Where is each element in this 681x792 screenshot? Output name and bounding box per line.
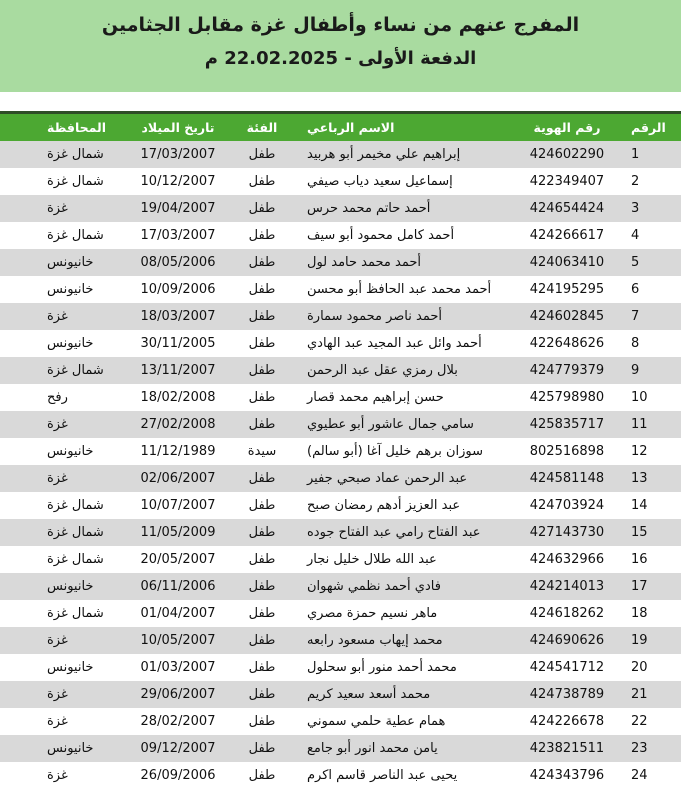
cell-full-name: سوزان برهم خليل آغا (أبو سالم) [299,438,511,465]
cell-id-number: 424063410 [511,249,623,276]
cell-full-name: حسن إبراهيم محمد قصار [299,384,511,411]
cell-id-number: 422648626 [511,330,623,357]
table-header [0,114,681,141]
cell-governorate: خانيونس [39,735,131,762]
cell-index: 16 [623,546,681,573]
cell-id-number: 424602845 [511,303,623,330]
cell-birth-date: 06/11/2006 [131,573,225,600]
cell-town [0,168,39,195]
cell-category: طفل [225,168,299,195]
column-header-id-number: رقم الهوية [511,114,623,141]
cell-town [0,708,39,735]
cell-town [0,303,39,330]
cell-index: 6 [623,276,681,303]
table-row [0,762,681,789]
document-title-banner [0,0,681,92]
cell-category: طفل [225,681,299,708]
cell-town [0,141,39,168]
cell-id-number: 802516898 [511,438,623,465]
cell-birth-date: 08/05/2006 [131,249,225,276]
cell-full-name: بلال رمزي عقل عبد الرحمن [299,357,511,384]
cell-birth-date: 11/12/1989 [131,438,225,465]
table-row [0,330,681,357]
cell-town [0,411,39,438]
cell-birth-date: 10/05/2007 [131,627,225,654]
cell-town [0,384,39,411]
cell-category: طفل [225,627,299,654]
cell-id-number: 427143730 [511,519,623,546]
cell-category: طفل [225,195,299,222]
cell-birth-date: 01/03/2007 [131,654,225,681]
table-row [0,465,681,492]
cell-category: طفل [225,411,299,438]
cell-category: طفل [225,384,299,411]
cell-index: 4 [623,222,681,249]
cell-id-number: 424690626 [511,627,623,654]
cell-birth-date: 27/02/2008 [131,411,225,438]
cell-birth-date: 30/11/2005 [131,330,225,357]
cell-id-number: 424779379 [511,357,623,384]
table-row [0,249,681,276]
cell-index: 14 [623,492,681,519]
cell-category: طفل [225,600,299,627]
cell-town [0,762,39,789]
table-row [0,357,681,384]
cell-category: طفل [225,249,299,276]
cell-id-number: 424618262 [511,600,623,627]
cell-category: طفل [225,141,299,168]
cell-governorate: غزة [39,708,131,735]
table-row [0,573,681,600]
cell-index: 24 [623,762,681,789]
cell-category: طفل [225,708,299,735]
banner-gap-divider [0,92,681,111]
table-header-row [0,114,681,141]
cell-town [0,276,39,303]
cell-full-name: إبراهيم علي مخيمر أبو هربيد [299,141,511,168]
table-row [0,546,681,573]
cell-governorate: خانيونس [39,573,131,600]
cell-id-number: 423821511 [511,735,623,762]
cell-town [0,438,39,465]
cell-town [0,573,39,600]
cell-governorate: خانيونس [39,249,131,276]
table-row [0,438,681,465]
cell-governorate: شمال غزة [39,546,131,573]
cell-full-name: عبد الرحمن عماد صبحي جفير [299,465,511,492]
cell-full-name: أحمد حاتم محمد حرس [299,195,511,222]
cell-full-name: أحمد ناصر محمود سمارة [299,303,511,330]
cell-birth-date: 26/09/2006 [131,762,225,789]
cell-governorate: خانيونس [39,438,131,465]
cell-governorate: شمال غزة [39,492,131,519]
cell-birth-date: 01/04/2007 [131,600,225,627]
cell-id-number: 424266617 [511,222,623,249]
cell-category: طفل [225,735,299,762]
cell-town [0,330,39,357]
cell-id-number: 424195295 [511,276,623,303]
cell-id-number: 424738789 [511,681,623,708]
cell-full-name: إسماعيل سعيد دياب صيفي [299,168,511,195]
cell-governorate: غزة [39,303,131,330]
cell-governorate: شمال غزة [39,168,131,195]
cell-town [0,222,39,249]
cell-governorate: شمال غزة [39,600,131,627]
cell-birth-date: 10/07/2007 [131,492,225,519]
cell-birth-date: 29/06/2007 [131,681,225,708]
cell-full-name: محمد أحمد منور أبو سحلول [299,654,511,681]
cell-category: طفل [225,276,299,303]
cell-birth-date: 28/02/2007 [131,708,225,735]
table-body [0,141,681,789]
cell-full-name: همام عطية حلمي سموني [299,708,511,735]
cell-town [0,249,39,276]
cell-full-name: أحمد وائل عبد المجيد عبد الهادي [299,330,511,357]
document-title-primary: المفرج عنهم من نساء وأطفال غزة مقابل الجثامين [101,14,580,36]
cell-governorate: رفح [39,384,131,411]
cell-index: 3 [623,195,681,222]
cell-id-number: 424602290 [511,141,623,168]
cell-full-name: عبد الله طلال خليل نجار [299,546,511,573]
table-row [0,276,681,303]
table-row [0,492,681,519]
cell-index: 18 [623,600,681,627]
cell-index: 12 [623,438,681,465]
cell-category: طفل [225,492,299,519]
cell-birth-date: 19/04/2007 [131,195,225,222]
table-row [0,708,681,735]
cell-town [0,195,39,222]
column-header-category: الفئة [225,114,299,141]
table-row [0,303,681,330]
column-header-birth-date: تاريخ الميلاد [131,114,225,141]
table-row [0,411,681,438]
cell-category: طفل [225,546,299,573]
cell-id-number: 424581148 [511,465,623,492]
roster-table-container [0,111,681,789]
cell-index: 23 [623,735,681,762]
cell-birth-date: 10/09/2006 [131,276,225,303]
cell-town [0,357,39,384]
cell-governorate: شمال غزة [39,222,131,249]
table-row [0,681,681,708]
column-header-governorate: المحافظة [39,114,131,141]
cell-governorate: غزة [39,465,131,492]
roster-table [0,114,681,789]
cell-governorate: شمال غزة [39,519,131,546]
cell-full-name: ماهر نسيم حمزة مصري [299,600,511,627]
cell-id-number: 424654424 [511,195,623,222]
cell-index: 2 [623,168,681,195]
cell-town [0,546,39,573]
cell-birth-date: 10/12/2007 [131,168,225,195]
cell-full-name: يامن محمد انور أبو جامع [299,735,511,762]
cell-birth-date: 17/03/2007 [131,141,225,168]
cell-birth-date: 18/02/2008 [131,384,225,411]
table-row [0,600,681,627]
cell-index: 17 [623,573,681,600]
cell-full-name: محمد إيهاب مسعود رابعه [299,627,511,654]
cell-category: طفل [225,330,299,357]
cell-full-name: عبد الفتاح رامي عبد الفتاح جوده [299,519,511,546]
cell-birth-date: 18/03/2007 [131,303,225,330]
cell-full-name: أحمد كامل محمود أبو سيف [299,222,511,249]
cell-index: 13 [623,465,681,492]
cell-birth-date: 20/05/2007 [131,546,225,573]
cell-id-number: 424343796 [511,762,623,789]
cell-full-name: أحمد محمد عبد الحافظ أبو محسن [299,276,511,303]
cell-id-number: 424214013 [511,573,623,600]
cell-town [0,492,39,519]
cell-index: 22 [623,708,681,735]
cell-full-name: محمد أسعد سعيد كريم [299,681,511,708]
cell-full-name: عبد العزيز أدهم رمضان صبح [299,492,511,519]
table-row [0,627,681,654]
cell-index: 10 [623,384,681,411]
cell-birth-date: 13/11/2007 [131,357,225,384]
cell-governorate: غزة [39,627,131,654]
cell-index: 1 [623,141,681,168]
cell-category: طفل [225,357,299,384]
cell-full-name: يحيى عبد الناصر قاسم اكرم [299,762,511,789]
cell-category: طفل [225,519,299,546]
column-header-town [0,114,39,141]
cell-birth-date: 17/03/2007 [131,222,225,249]
cell-id-number: 425798980 [511,384,623,411]
cell-town [0,735,39,762]
cell-index: 11 [623,411,681,438]
cell-full-name: سامي جمال عاشور أبو عطيوي [299,411,511,438]
cell-full-name: أحمد محمد حامد لول [299,249,511,276]
cell-category: طفل [225,573,299,600]
cell-id-number: 424226678 [511,708,623,735]
column-header-index: الرقم [623,114,681,141]
cell-id-number: 425835717 [511,411,623,438]
cell-governorate: غزة [39,681,131,708]
cell-governorate: غزة [39,411,131,438]
cell-index: 7 [623,303,681,330]
cell-index: 9 [623,357,681,384]
document-title-subtitle: الدفعة الأولى - 22.02.2025 م [204,48,477,69]
cell-index: 21 [623,681,681,708]
cell-index: 5 [623,249,681,276]
cell-id-number: 424541712 [511,654,623,681]
cell-governorate: غزة [39,762,131,789]
cell-governorate: غزة [39,195,131,222]
cell-governorate: شمال غزة [39,357,131,384]
cell-town [0,465,39,492]
cell-category: طفل [225,465,299,492]
cell-town [0,627,39,654]
cell-governorate: خانيونس [39,654,131,681]
cell-category: طفل [225,303,299,330]
cell-governorate: خانيونس [39,276,131,303]
cell-governorate: خانيونس [39,330,131,357]
table-row [0,195,681,222]
cell-category: طفل [225,222,299,249]
cell-town [0,519,39,546]
cell-id-number: 424632966 [511,546,623,573]
cell-index: 15 [623,519,681,546]
table-row [0,735,681,762]
cell-id-number: 422349407 [511,168,623,195]
table-row [0,141,681,168]
column-header-full-name: الاسم الرباعي [299,114,511,141]
table-row [0,519,681,546]
cell-full-name: فادي أحمد نظمي شهوان [299,573,511,600]
cell-governorate: شمال غزة [39,141,131,168]
cell-town [0,600,39,627]
cell-category: طفل [225,654,299,681]
cell-id-number: 424703924 [511,492,623,519]
table-row [0,168,681,195]
cell-birth-date: 09/12/2007 [131,735,225,762]
table-row [0,654,681,681]
cell-birth-date: 02/06/2007 [131,465,225,492]
cell-birth-date: 11/05/2009 [131,519,225,546]
table-row [0,384,681,411]
cell-town [0,681,39,708]
cell-index: 19 [623,627,681,654]
cell-category: طفل [225,762,299,789]
cell-category: سيدة [225,438,299,465]
cell-town [0,654,39,681]
table-row [0,222,681,249]
cell-index: 8 [623,330,681,357]
cell-index: 20 [623,654,681,681]
